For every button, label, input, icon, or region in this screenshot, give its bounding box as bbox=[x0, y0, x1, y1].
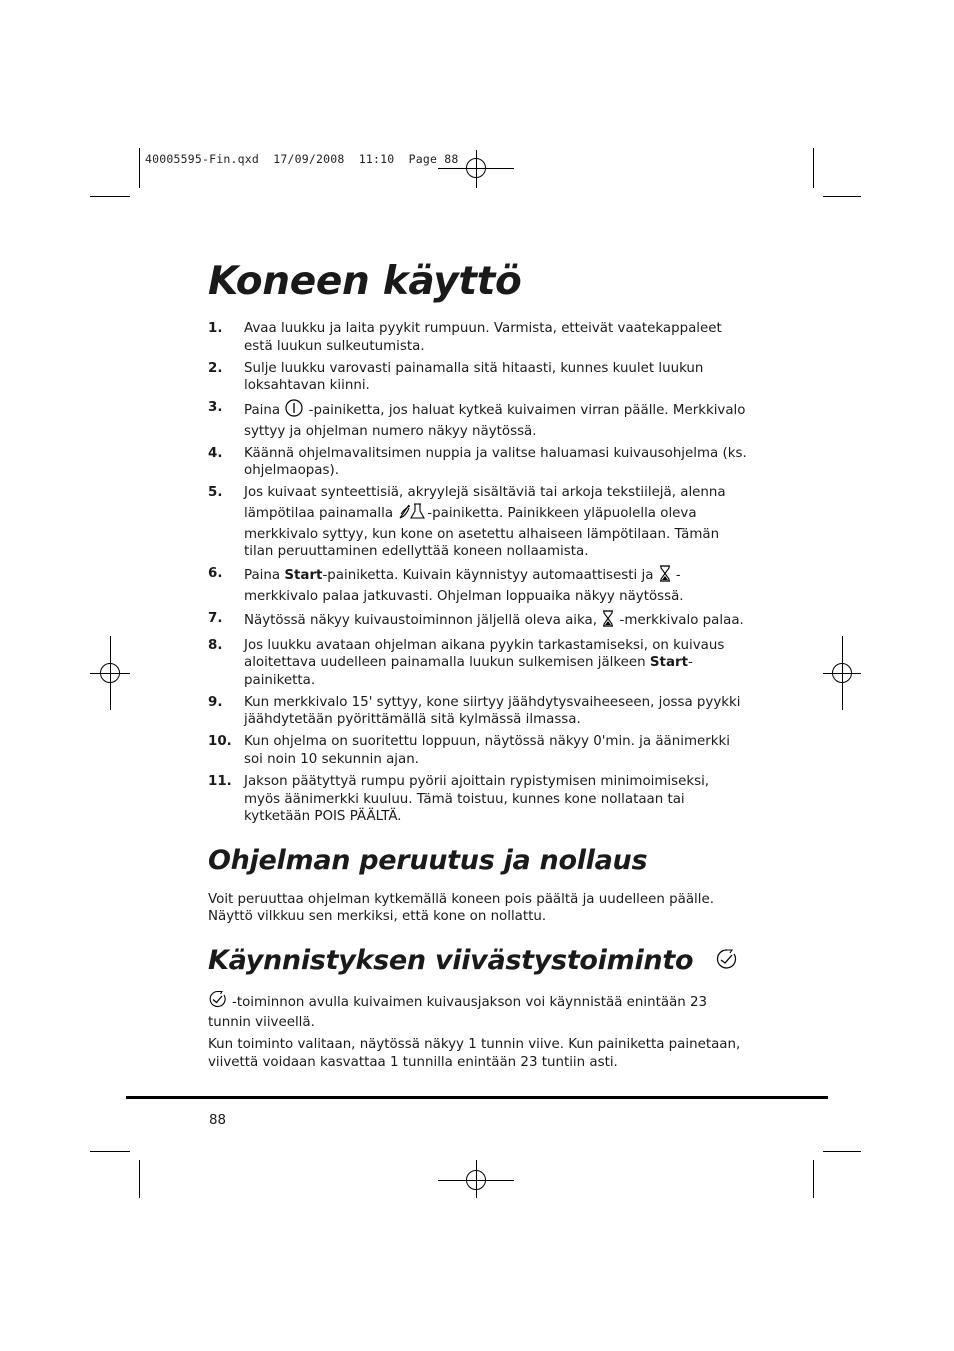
delay-timer-icon bbox=[208, 990, 230, 1014]
start-label: Start bbox=[649, 655, 688, 671]
step-text: -painiketta, jos haluat kytkeä kuivaimen virran päälle. Merkkivalo syttyy ja ohjelman numero näkyy näytössä. bbox=[244, 403, 746, 439]
section-heading: Ohjelman peruutus ja nollaus bbox=[208, 844, 648, 876]
crop-mark bbox=[139, 1160, 140, 1198]
step-text: Jakson päätyttyä rumpu pyörii ajoittain rypistymisen minimoimiseksi, myös äänimerkki kuuluu. Tämä toistuu, kunnes kone nollataan tai kytketään POIS PÄÄLTÄ. bbox=[244, 773, 710, 825]
crop-mark bbox=[90, 196, 130, 197]
list-item bbox=[208, 360, 748, 395]
registration-circle bbox=[832, 663, 852, 683]
registration-circle bbox=[466, 158, 486, 178]
section-heading bbox=[208, 944, 748, 979]
print-slug: 40005595-Fin.qxd 17/09/2008 11:10 Page 88 bbox=[145, 152, 459, 166]
start-label: Start bbox=[284, 568, 323, 584]
step-text: -painiketta. Painikkeen yläpuolella oleva merkkivalo syttyy, kun kone on asetettu alhaiseen lämpötilaan. Tämän tilan peruuttaminen edellyttää koneen nollaamista. bbox=[244, 505, 720, 560]
step-text: Näytössä näkyy kuivaustoiminnon jäljellä oleva aika, bbox=[244, 612, 602, 628]
step-text: Kun ohjelma on suoritettu loppuun, näytössä näkyy 0'min. ja äänimerkki soi noin 10 sekunnin ajan. bbox=[244, 734, 730, 767]
crop-mark bbox=[823, 196, 861, 197]
step-text: Käännä ohjelmavalitsimen nuppia ja valitse haluamasi kuivausohjelma (ks. ohjelmaopas). bbox=[244, 445, 747, 479]
page-title: Koneen käyttö bbox=[208, 259, 522, 304]
footer-rule bbox=[126, 1096, 828, 1099]
main-content bbox=[208, 258, 748, 1071]
step-text: -merkkivalo palaa jatkuvasti. Ohjelman loppuaika näkyy näytössä. bbox=[244, 568, 684, 604]
list-item bbox=[208, 610, 748, 633]
low-temperature-icon bbox=[397, 502, 427, 526]
list-item bbox=[208, 445, 748, 480]
section-text: Voit peruuttaa ohjelman kytkemällä koneen pois päältä ja uudelleen päälle. Näyttö vilkkuu sen merkiksi, että kone on nollattu. bbox=[208, 891, 714, 925]
step-number: 5. bbox=[208, 485, 223, 501]
power-icon bbox=[284, 399, 304, 423]
registration-circle bbox=[466, 1170, 486, 1190]
step-text: -painiketta. bbox=[244, 655, 693, 688]
crop-mark bbox=[90, 1151, 130, 1152]
steps-list bbox=[208, 320, 748, 826]
step-text: -painiketta. Kuivain käynnistyy automaattisesti ja bbox=[322, 568, 658, 584]
list-item bbox=[208, 399, 748, 440]
step-number: 9. bbox=[208, 694, 223, 710]
crop-mark bbox=[139, 148, 140, 188]
crop-mark bbox=[813, 1160, 814, 1198]
step-number: 10. bbox=[208, 734, 232, 750]
registration-circle bbox=[100, 663, 120, 683]
step-text: Kun merkkivalo 15' syttyy, kone siirtyy jäähdytysvaiheeseen, jossa pyykki jäähdytetään pyörittämällä sitä kylmässä ilmassa. bbox=[244, 694, 741, 728]
step-text: Avaa luukku ja laita pyykit rumpuun. Varmista, etteivät vaatekappaleet estä luukun sulkeutumista. bbox=[244, 321, 722, 354]
step-text: Jos luukku avataan ohjelman aikana pyykin tarkastamiseksi, on kuivaus aloitettava uudelleen painamalla luukun sulkemisen jälkeen bbox=[244, 637, 725, 671]
step-text: Paina bbox=[244, 568, 285, 584]
section-heading-text: Käynnistyksen viivästystoiminto bbox=[208, 944, 694, 976]
list-item bbox=[208, 484, 748, 560]
section-text: Kun toiminto valitaan, näytössä näkyy 1 tunnin viive. Kun painiketta painetaan, viivettä voidaan kasvattaa 1 tunnilla enintään 23 tuntiin asti. bbox=[208, 1037, 741, 1070]
section-text bbox=[208, 990, 748, 1031]
step-number: 3. bbox=[208, 400, 223, 416]
crop-mark bbox=[813, 148, 814, 188]
list-item bbox=[208, 773, 748, 826]
step-text: Paina bbox=[244, 403, 285, 419]
list-item bbox=[208, 565, 748, 605]
step-number: 1. bbox=[208, 321, 223, 336]
step-number: 4. bbox=[208, 445, 223, 461]
section-text-body: -toiminnon avulla kuivaimen kuivausjakson voi käynnistää enintään 23 tunnin viiveellä. bbox=[208, 994, 708, 1030]
list-item bbox=[208, 733, 748, 768]
step-number: 8. bbox=[208, 637, 223, 653]
step-number: 6. bbox=[208, 566, 223, 582]
list-item bbox=[208, 320, 748, 355]
step-text: -merkkivalo palaa. bbox=[615, 612, 744, 628]
step-number: 7. bbox=[208, 610, 223, 626]
step-text: Jos kuivaat synteettisiä, akryylejä sisältäviä tai arkoja tekstiilejä, alenna lämpötilaa painamalla bbox=[244, 485, 726, 521]
delay-timer-icon bbox=[715, 945, 739, 979]
step-number: 2. bbox=[208, 360, 223, 376]
hourglass-icon bbox=[658, 565, 672, 588]
step-text: Sulje luukku varovasti painamalla sitä hitaasti, kunnes kuulet luukun loksahtavan kiinni. bbox=[244, 360, 704, 394]
step-number: 11. bbox=[208, 773, 232, 789]
hourglass-icon bbox=[601, 610, 615, 633]
page-number: 88 bbox=[209, 1113, 227, 1128]
list-item bbox=[208, 637, 748, 690]
crop-mark bbox=[823, 1151, 861, 1152]
list-item bbox=[208, 694, 748, 729]
